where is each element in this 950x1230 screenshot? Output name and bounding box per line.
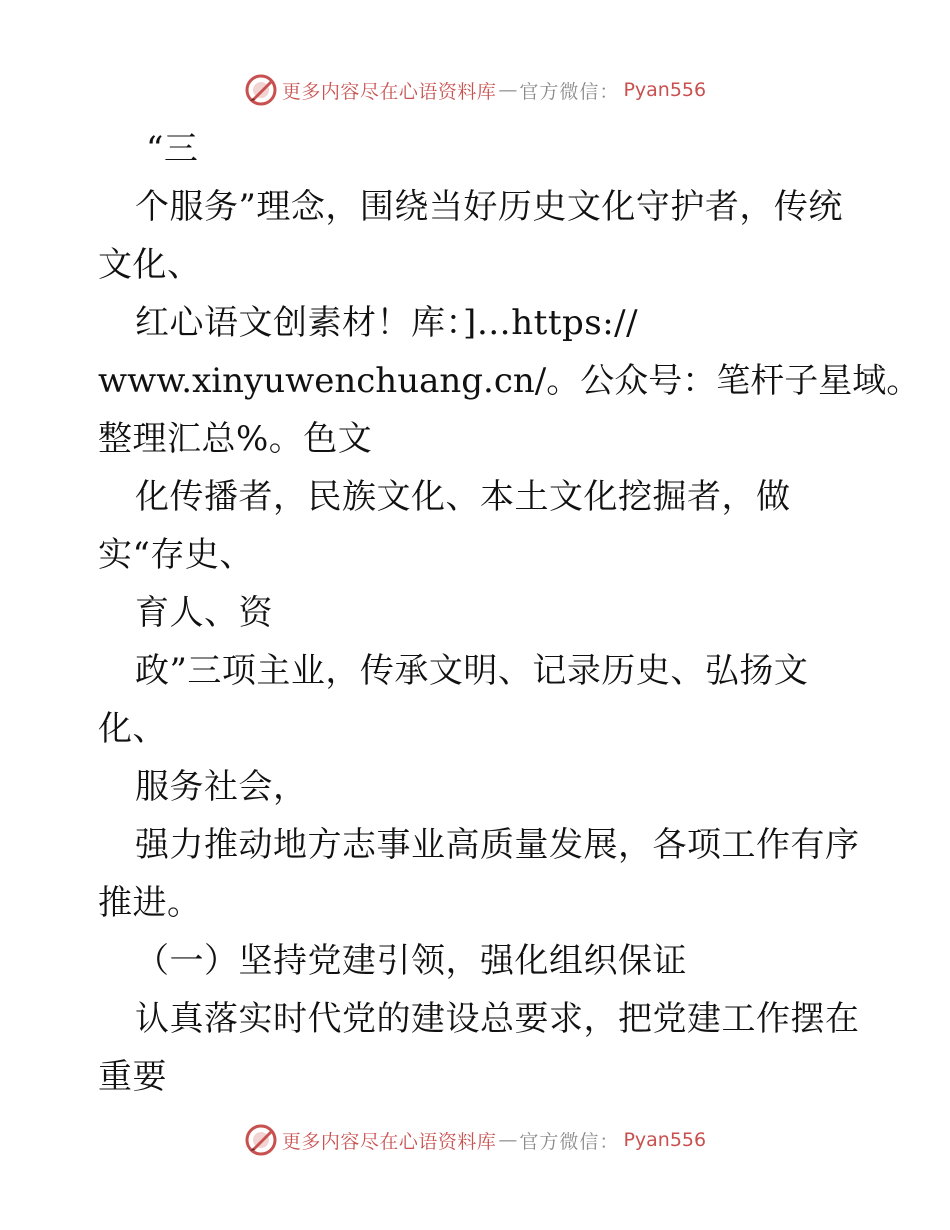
text-line: 红心语文创素材！库：]…https:// <box>135 303 639 343</box>
watermark-separator: — <box>498 79 518 101</box>
text-line: 个服务”理念，围绕当好历史文化守护者，传统 <box>135 187 843 227</box>
footer-watermark <box>0 1120 950 1160</box>
text-line: www.xinyuwenchuang.cn/。公众号：笔杆子星域。 <box>98 361 921 401</box>
watermark-wechat-id: Pyan556 <box>623 1129 707 1151</box>
text-line: 整理汇总%。色文 <box>98 419 373 459</box>
text-line: 文化、 <box>98 245 202 285</box>
text-line: 育人、资 <box>135 593 273 633</box>
text-line: 服务社会， <box>135 767 308 807</box>
text-line: 化、 <box>98 709 167 749</box>
watermark-brand-text: 更多内容尽在心语资料库 <box>281 80 497 103</box>
text-line: 强力推动地方志事业高质量发展，各项工作有序 <box>135 825 860 865</box>
watermark-separator: — <box>498 1129 518 1151</box>
quill-pen-seal-icon <box>244 1123 278 1157</box>
section-heading: （一）坚持党建引领，强化组织保证 <box>135 941 687 981</box>
text-line: “三 <box>146 129 199 169</box>
text-line: 化传播者，民族文化、本土文化挖掘者，做 <box>135 477 791 517</box>
text-line: 实“存史、 <box>98 535 254 575</box>
text-line: 推进。 <box>98 883 202 923</box>
watermark-brand-text: 更多内容尽在心语资料库 <box>281 1130 497 1153</box>
watermark-wechat-label: 官方微信： <box>519 80 620 103</box>
watermark-wechat-label: 官方微信： <box>519 1130 620 1153</box>
text-line: 政”三项主业，传承文明、记录历史、弘扬文 <box>135 651 809 691</box>
document-body <box>98 120 921 1106</box>
watermark-wechat-id: Pyan556 <box>623 79 707 101</box>
text-line: 认真落实时代党的建设总要求，把党建工作摆在 <box>135 999 860 1039</box>
quill-pen-seal-icon <box>244 73 278 107</box>
text-line: 重要 <box>98 1057 167 1097</box>
header-watermark <box>0 70 950 110</box>
